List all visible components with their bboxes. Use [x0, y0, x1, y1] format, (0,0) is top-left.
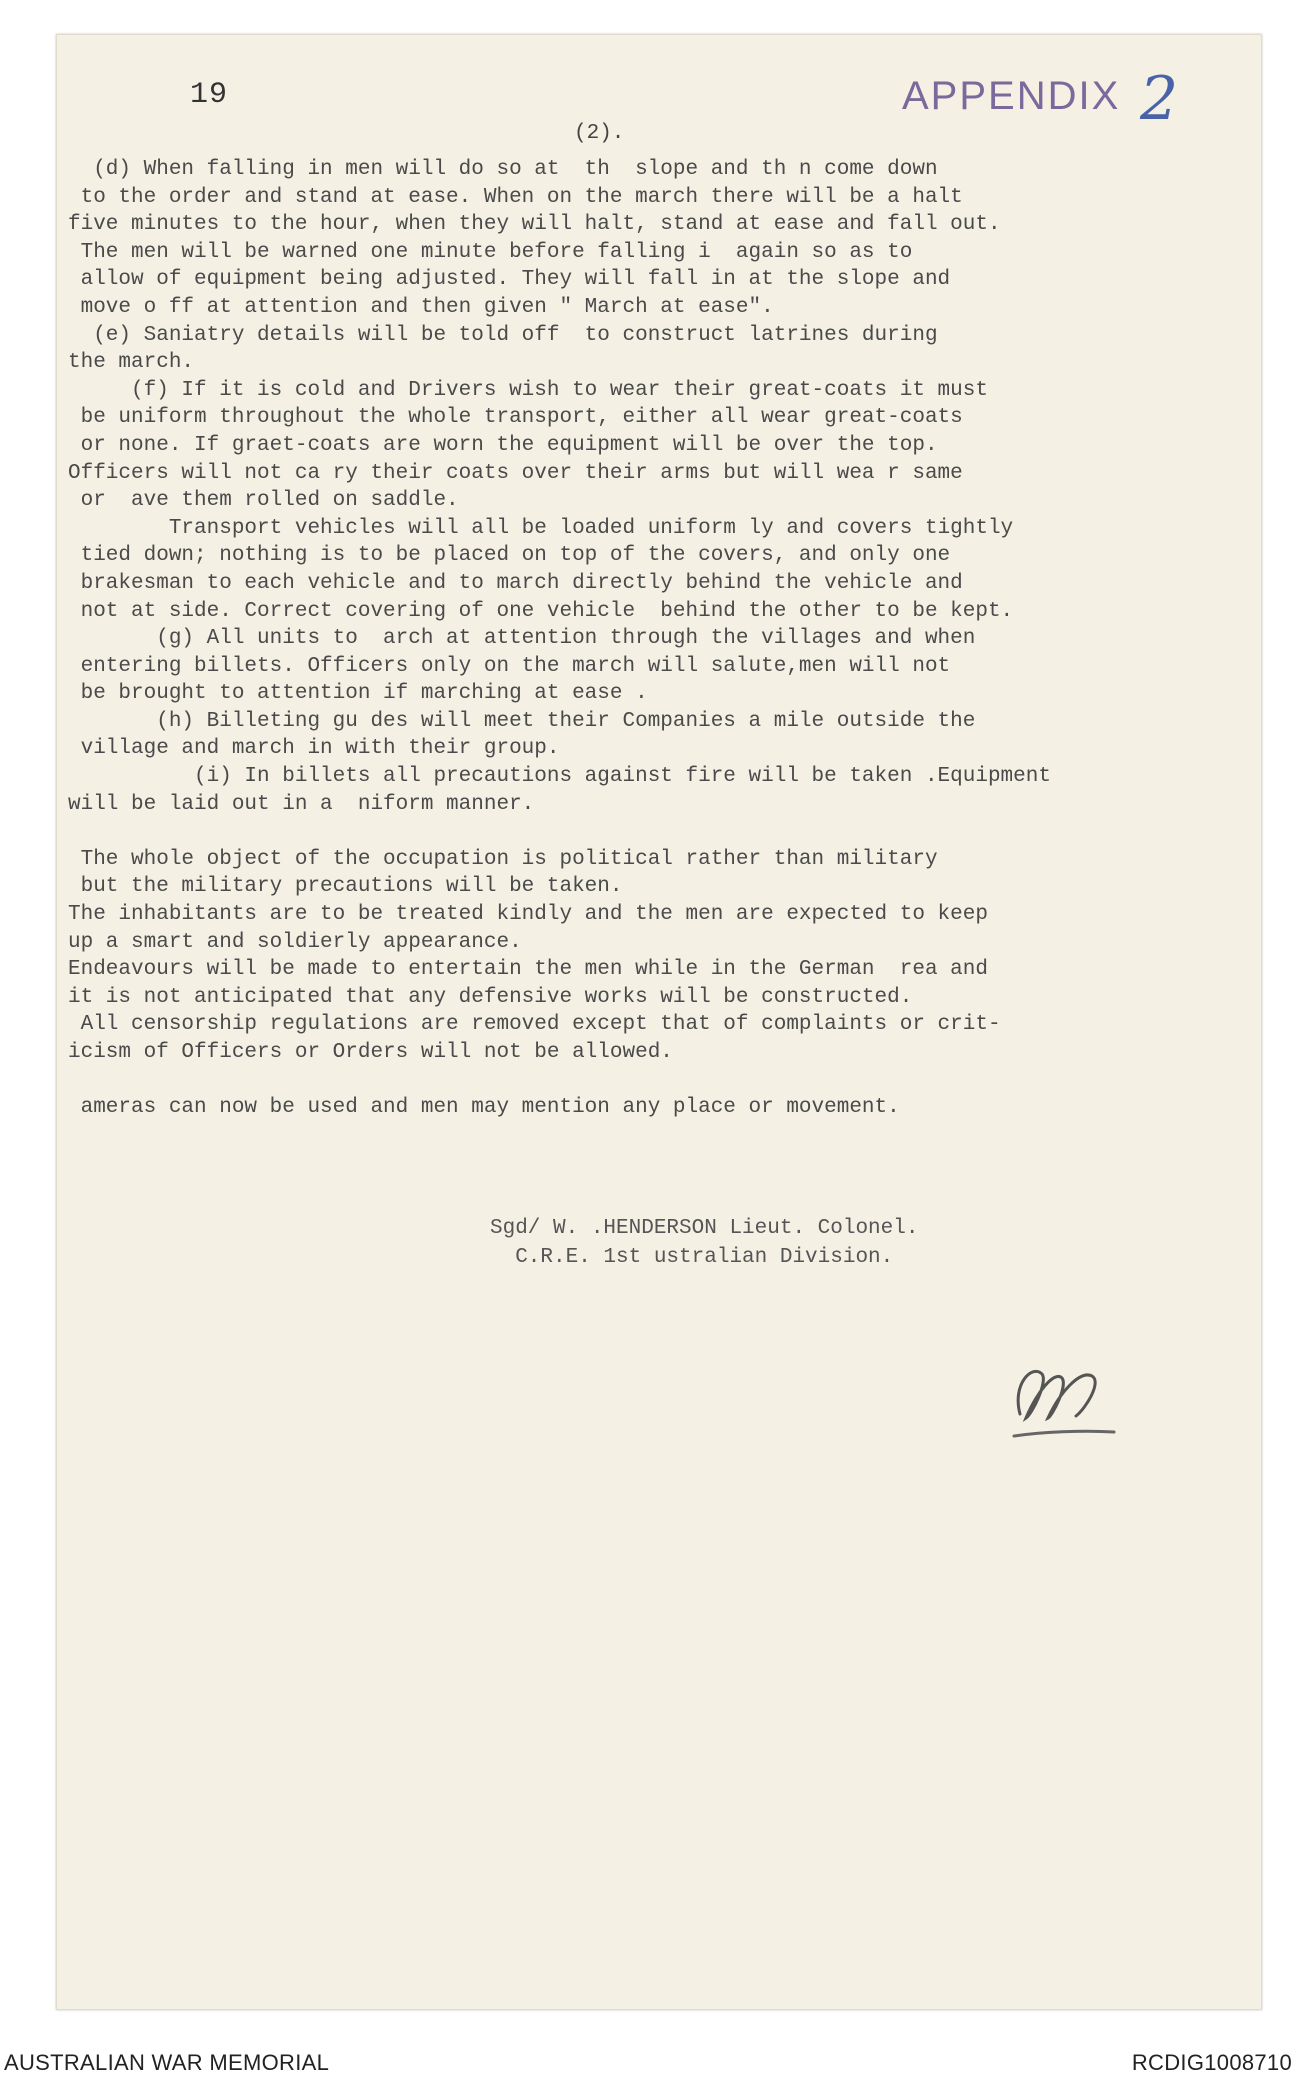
- body-line: (e) Saniatry details will be told off to construct latrines during: [68, 323, 938, 347]
- body-line: tied down; nothing is to be placed on top of the covers, and only one: [68, 544, 951, 568]
- body-line: allow of equipment being adjusted. They will fall in at the slope and: [68, 268, 951, 292]
- body-line: [68, 1067, 1218, 1095]
- body-line: village and march in with their group.: [68, 737, 560, 761]
- body-line: (h) Billeting gu des will meet their Companies a mile outside the: [68, 709, 976, 733]
- body-line: Transport vehicles will all be loaded uniform ly and covers tightly: [68, 516, 1014, 540]
- body-line: (f) If it is cold and Drivers wish to wear their great-coats it must: [68, 378, 988, 402]
- body-line: five minutes to the hour, when they will halt, stand at ease and fall out.: [68, 213, 1001, 237]
- body-line: All censorship regulations are removed except that of complaints or crit-: [68, 1013, 1001, 1037]
- body-line: The whole object of the occupation is political rather than military: [68, 847, 938, 871]
- body-line: brakesman to each vehicle and to march directly behind the vehicle and: [68, 571, 963, 595]
- body-line: [68, 818, 1218, 846]
- body-line: move o ff at attention and then given " March at ease".: [68, 295, 774, 319]
- footer-bar: [0, 2040, 1298, 2082]
- body-line: (d) When falling in men will do so at th slope and th n come down: [68, 158, 938, 181]
- body-line: icism of Officers or Orders will not be allowed.: [68, 1041, 673, 1064]
- body-line: The inhabitants are to be treated kindly and the men are expected to keep: [68, 903, 988, 927]
- body-line: or ave them rolled on saddle.: [68, 489, 459, 513]
- footer-institution: AUSTRALIAN WAR MEMORIAL: [4, 2050, 330, 2075]
- body-line: be brought to attention if marching at ease .: [68, 682, 648, 706]
- body-line: the march.: [68, 351, 195, 375]
- body-text: [68, 156, 1218, 1122]
- footer-record-id: RCDIG1008710: [1131, 2050, 1292, 2075]
- appendix-stamp: APPENDIX: [902, 74, 1121, 118]
- body-line: not at side. Correct covering of one vehicle behind the other to be kept.: [68, 599, 1014, 623]
- body-line: Endeavours will be made to entertain the men while in the German rea and: [68, 958, 988, 982]
- body-line: or none. If graet-coats are worn the equipment will be over the top.: [68, 433, 938, 457]
- signature-line-unit: C.R.E. 1st ustralian Division.: [490, 1246, 894, 1269]
- body-line: (i) In billets all precautions against fire will be taken .Equipment: [68, 765, 1051, 789]
- body-line: The men will be warned one minute before falling i again so as to: [68, 240, 913, 264]
- body-line: but the military precautions will be taken.: [68, 875, 623, 899]
- body-line: be uniform throughout the whole transport, either all wear great-coats: [68, 406, 963, 430]
- signature-block: [490, 1214, 918, 1272]
- handwritten-initials-icon: [1002, 1344, 1122, 1454]
- signature-line-name: Sgd/ W. .HENDERSON Lieut. Colonel.: [490, 1217, 919, 1240]
- page-number: 19: [190, 78, 229, 112]
- body-line: ameras can now be used and men may mention any place or movement.: [68, 1096, 900, 1120]
- body-line: Officers will not ca ry their coats over their arms but will wea r same: [68, 461, 963, 485]
- appendix-number: 2: [1140, 64, 1179, 134]
- body-line: will be laid out in a niform manner.: [68, 792, 535, 816]
- body-line: it is not anticipated that any defensive works will be constructed.: [68, 985, 913, 1009]
- sheet-number: (2).: [574, 122, 625, 145]
- body-line: to the order and stand at ease. When on the march there will be a halt: [68, 185, 963, 209]
- body-line: up a smart and soldierly appearance.: [68, 930, 522, 954]
- body-line: entering billets. Officers only on the march will salute,men will not: [68, 654, 951, 678]
- body-line: (g) All units to arch at attention through the villages and when: [68, 627, 976, 651]
